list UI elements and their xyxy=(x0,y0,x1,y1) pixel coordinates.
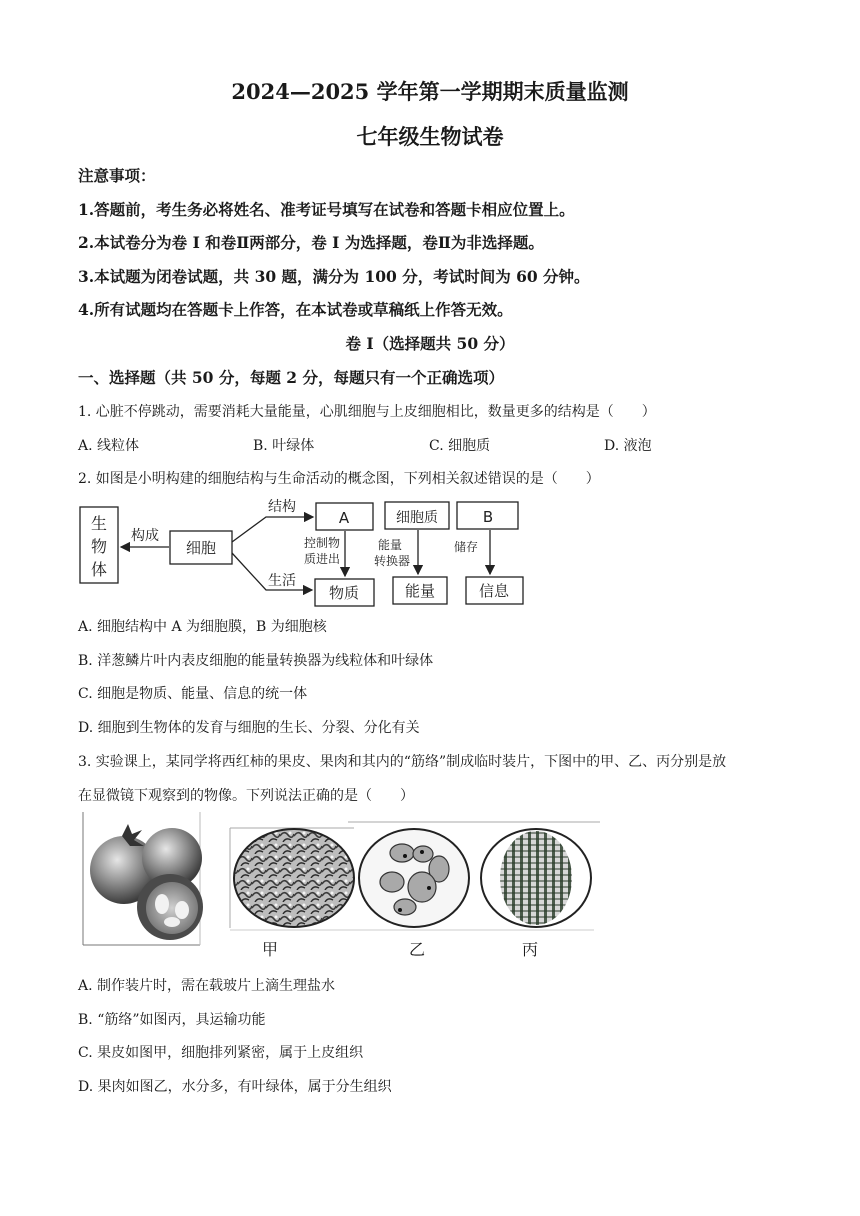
question-3-option-a: A. 制作装片时，需在载玻片上滴生理盐水 xyxy=(78,978,336,994)
label-cell: 细胞 xyxy=(185,539,217,557)
question-2-option-a: A. 细胞结构中 A 为细胞膜，B 为细胞核 xyxy=(78,619,327,635)
exam-subtitle: 七年级生物试卷 xyxy=(356,124,504,149)
question-2-option-c: C. 细胞是物质、能量、信息的统一体 xyxy=(78,686,308,702)
micrograph-panel xyxy=(224,818,600,936)
label-life: 生活 xyxy=(268,573,296,589)
question-3-option-d: D. 果肉如图乙，水分多，有叶绿体，属于分生组织 xyxy=(78,1079,392,1095)
organism-char: 物 xyxy=(90,537,108,556)
question-2-stem: 2. 如图是小明构建的细胞结构与生命活动的概念图，下列相关叙述错误的是（ ） xyxy=(78,471,600,487)
label-control: 控制物 xyxy=(303,536,341,550)
label-converter: 转换器 xyxy=(373,554,411,568)
label-energy: 能量 xyxy=(404,582,436,600)
note-item: 1.答题前，考生务必将姓名、准考证号填写在试卷和答题卡相应位置上。 xyxy=(78,200,575,219)
caption-bing: 丙 xyxy=(522,940,539,959)
part-title: 一、选择题（共 50 分，每题 2 分，每题只有一个正确选项） xyxy=(78,368,504,387)
caption-jia: 甲 xyxy=(262,940,279,959)
question-1-option-d: D. 液泡 xyxy=(604,438,652,454)
label-info: 信息 xyxy=(478,582,510,600)
volume-title: 卷 I（选择题共 50 分） xyxy=(345,334,515,353)
question-3-stem-line2: 在显微镜下观察到的物像。下列说法正确的是（ ） xyxy=(78,788,414,804)
question-1-stem: 1. 心脏不停跳动，需要消耗大量能量，心肌细胞与上皮细胞相比，数量更多的结构是（ ） xyxy=(78,404,656,420)
organism-char: 体 xyxy=(90,560,108,579)
organism-char: 生 xyxy=(90,514,108,533)
question-3-stem-line1: 3. 实验课上，某同学将西红柿的果皮、果肉和其内的“筋络”制成临时装片，下图中的甲、乙、丙分别是放 xyxy=(78,754,727,770)
micrograph-bing xyxy=(500,831,572,925)
question-1-option-a: A. 线粒体 xyxy=(78,438,140,454)
question-2-option-d: D. 细胞到生物体的发育与细胞的生长、分裂、分化有关 xyxy=(78,720,420,736)
tomato-photo xyxy=(82,812,217,946)
arrow-structure xyxy=(232,517,313,542)
note-item: 4.所有试题均在答题卡上作答，在本试卷或草稿纸上作答无效。 xyxy=(78,300,513,319)
micrograph-jia xyxy=(234,829,354,927)
question-1-option-c: C. 细胞质 xyxy=(429,438,491,454)
note-item: 3.本试题为闭卷试题，共 30 题，满分为 100 分，考试时间为 60 分钟。 xyxy=(78,267,590,286)
label-cytoplasm: 细胞质 xyxy=(396,510,438,526)
label-matter: 物质 xyxy=(328,584,360,602)
question-3-option-c: C. 果皮如图甲，细胞排列紧密，属于上皮组织 xyxy=(78,1045,364,1061)
label-store: 储存 xyxy=(453,540,479,554)
caption-yi: 乙 xyxy=(409,940,426,959)
label-converter: 能量 xyxy=(377,538,403,552)
label-a: A xyxy=(338,509,350,527)
exam-title: 2024—2025 学年第一学期期末质量监测 xyxy=(231,79,629,104)
notes-heading: 注意事项： xyxy=(78,166,156,185)
question-1-option-b: B. 叶绿体 xyxy=(253,438,315,454)
label-control: 质进出 xyxy=(303,552,341,566)
label-structure: 结构 xyxy=(268,499,296,515)
label-b: B xyxy=(482,508,494,526)
note-item: 2.本试卷分为卷 I 和卷Ⅱ两部分，卷 I 为选择题，卷Ⅱ为非选择题。 xyxy=(78,233,544,252)
concept-map-diagram xyxy=(70,490,540,612)
label-compose: 构成 xyxy=(131,528,159,544)
question-2-option-b: B. 洋葱鳞片叶内表皮细胞的能量转换器为线粒体和叶绿体 xyxy=(78,653,434,669)
question-3-option-b: B. “筋络”如图丙，具运输功能 xyxy=(78,1012,266,1028)
